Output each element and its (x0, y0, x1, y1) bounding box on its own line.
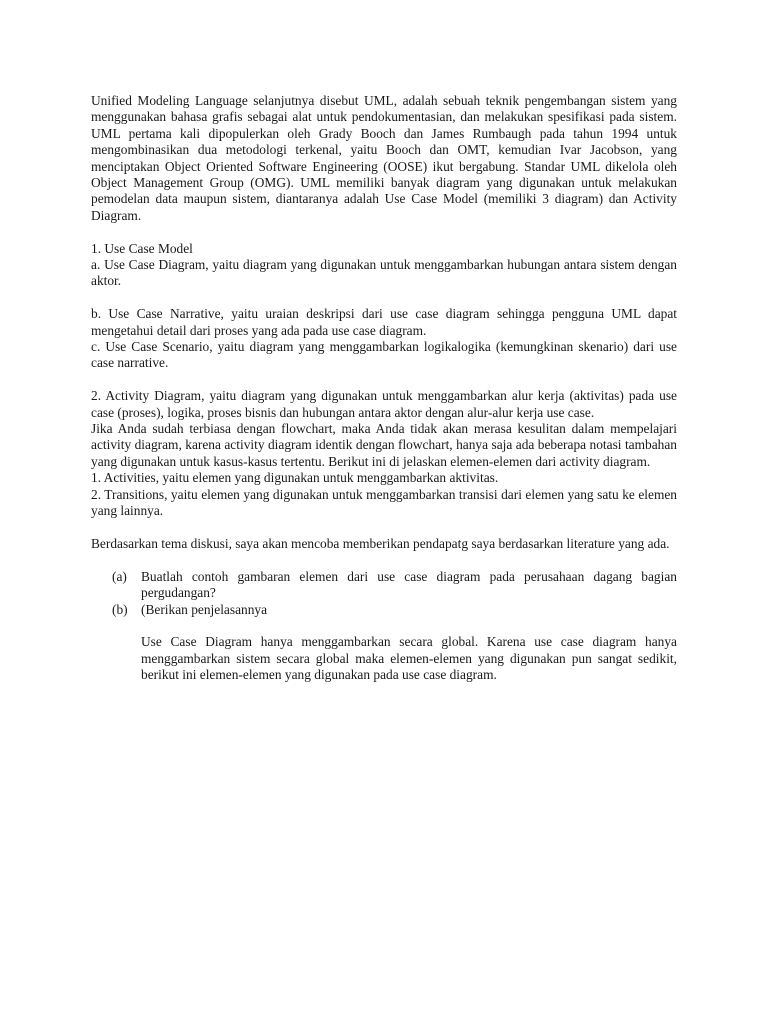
question-text: (Berikan penjelasannya (141, 601, 268, 617)
spacer (91, 372, 677, 388)
spacer (91, 520, 677, 536)
intro-paragraph: Unified Modeling Language selanjutnya disebut UML, adalah sebuah teknik pengembangan sistem yang menggunakan bahasa grafis sebagai alat untuk pendokumentasian, dan melakukan spesifikasi pada sistem. UML pertama kali dipopulerkan oleh Grady Booch dan James Rumbaugh pada tahun 1994 untuk mengombinasikan dua metodologi terkenal, yaitu Booch dan OMT, kemudian Ivar Jacobson, yang menciptakan Object Oriented Software Engineering (OOSE) ikut bergabung. Standar UML dikelola oleh Object Management Group (OMG). UML memiliki banyak diagram yang digunakan untuk melakukan pemodelan data maupun sistem, diantaranya adalah Use Case Model (memiliki 3 diagram) dan Activity Diagram. (91, 93, 677, 223)
question-list (91, 569, 677, 618)
section2-paragraph: Jika Anda sudah terbiasa dengan flowchart, maka Anda tidak akan merasa kesulitan dalam mempelajari activity diagram, karena activity diagram identik dengan flowchart, hanya saja ada beberapa notasi tambahan yang digunakan untuk kasus-kasus tertentu. Berikut ini di jelaskan elemen-elemen dari activity diagram. (91, 421, 677, 469)
discussion-paragraph: Berdasarkan tema diskusi, saya akan mencoba memberikan pendapatg saya berdasarkan literature yang ada. (91, 535, 670, 551)
section1-item-c: c. Use Case Scenario, yaitu diagram yang menggambarkan logikalogika (kemungkinan skenario) dari use case narrative. (91, 339, 677, 371)
document-body (91, 93, 677, 684)
section2-item-1: 1. Activities, yaitu elemen yang digunakan untuk menggambarkan aktivitas. (91, 470, 499, 486)
section1-item-b: b. Use Case Narrative, yaitu uraian deskripsi dari use case diagram sehingga pengguna UML dapat mengetahui detail dari proses yang ada pada use case diagram. (91, 306, 677, 338)
question-marker: (a) (112, 568, 127, 584)
section2-title: 2. Activity Diagram, yaitu diagram yang digunakan untuk menggambarkan alur kerja (aktivitas) pada use case (proses), logika, proses bisnis dan hubungan antara aktor dengan alur-alur kerja use case. (91, 388, 677, 420)
section2-item-2: 2. Transitions, yaitu elemen yang digunakan untuk menggambarkan transisi dari elemen yang satu ke elemen yang lainnya. (91, 486, 677, 519)
answer-paragraph: Use Case Diagram hanya menggambarkan secara global. Karena use case diagram hanya menggambarkan sistem secara global maka elemen-elemen yang digunakan pun sangat sedikit, berikut ini elemen-elemen yang digunakan pada use case diagram. (141, 634, 677, 683)
question-text: Buatlah contoh gambaran elemen dari use case diagram pada perusahaan dagang bagian pergudangan? (141, 568, 677, 601)
spacer (91, 290, 677, 306)
question-marker: (b) (112, 601, 128, 617)
spacer (91, 552, 677, 568)
section1-title: 1. Use Case Model (91, 240, 193, 256)
spacer (91, 224, 677, 240)
question-item (112, 569, 677, 602)
question-item (112, 602, 677, 618)
section1-item-a: a. Use Case Diagram, yaitu diagram yang digunakan untuk menggambarkan hubungan antara sistem dengan aktor. (91, 257, 677, 289)
spacer (91, 618, 677, 634)
